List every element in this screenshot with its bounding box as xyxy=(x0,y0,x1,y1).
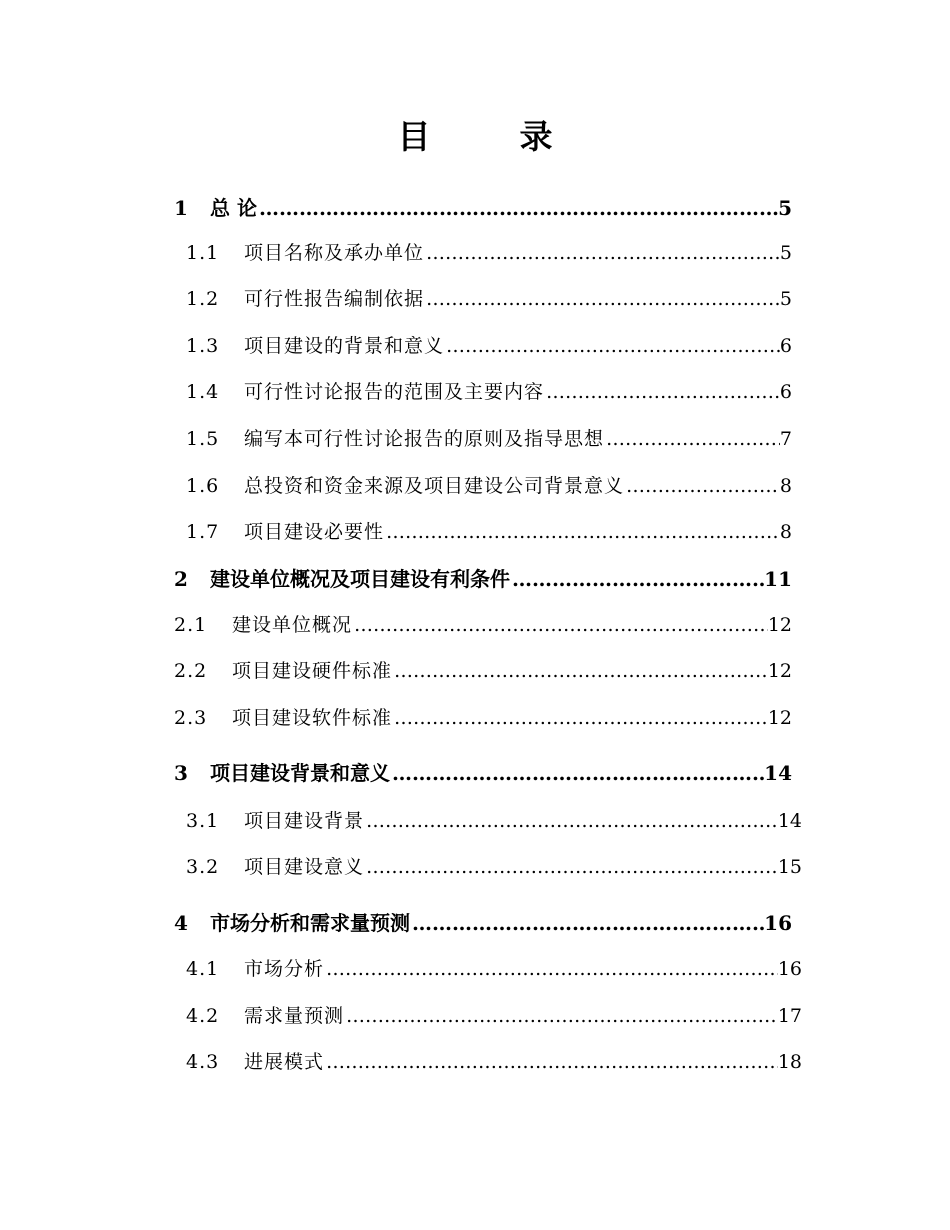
toc-section-entry[interactable] xyxy=(186,377,792,407)
toc-entry-number: 3 xyxy=(174,761,188,785)
toc-dot-leader xyxy=(344,1001,778,1031)
toc-section-entry[interactable] xyxy=(186,284,792,314)
toc-page-number: 8 xyxy=(779,475,792,497)
toc-entry-number: 1.7 xyxy=(186,521,220,543)
toc-title: 目 录 xyxy=(397,117,581,156)
toc-dot-leader xyxy=(624,471,780,501)
toc-entry-number: 2.2 xyxy=(174,660,208,682)
toc-entry-title: 可行性报告编制依据 xyxy=(244,288,425,310)
toc-section-entry[interactable] xyxy=(186,517,792,547)
toc-entry-title: 项目建设意义 xyxy=(244,856,365,878)
toc-section-entry[interactable] xyxy=(186,806,802,836)
toc-page-number: 16 xyxy=(777,958,802,980)
toc-entry-title: 项目建设背景 xyxy=(244,810,365,832)
toc-entry-number: 2.1 xyxy=(174,614,208,636)
toc-entry-title: 市场分析和需求量预测 xyxy=(210,911,410,935)
toc-entry-title: 项目建设的背景和意义 xyxy=(244,335,445,357)
toc-chapter-entry[interactable] xyxy=(174,564,792,594)
toc-dot-leader xyxy=(424,238,780,268)
toc-section-entry[interactable] xyxy=(186,471,792,501)
toc-page-number: 18 xyxy=(777,1051,802,1073)
toc-entry-number: 4.3 xyxy=(186,1051,220,1073)
toc-chapter-entry[interactable] xyxy=(174,758,792,788)
toc-entry-title: 市场分析 xyxy=(244,958,325,980)
toc-page-number: 8 xyxy=(779,521,792,543)
toc-entry-number: 2 xyxy=(174,567,188,591)
toc-entry-title: 进展模式 xyxy=(244,1051,325,1073)
toc-page-number: 5 xyxy=(779,288,792,310)
toc-page-number: 12 xyxy=(767,707,792,729)
toc-entry-number: 1.4 xyxy=(186,381,220,403)
toc-section-entry[interactable] xyxy=(186,1047,802,1077)
toc-section-entry[interactable] xyxy=(186,852,802,882)
toc-entry-number: 1.3 xyxy=(186,335,220,357)
toc-entry-number: 1.5 xyxy=(186,428,220,450)
toc-section-entry[interactable] xyxy=(186,424,792,454)
toc-entry-number: 4.1 xyxy=(186,958,220,980)
toc-entry-number: 4 xyxy=(174,911,188,935)
toc-section-entry[interactable] xyxy=(186,1001,802,1031)
toc-chapter-entry[interactable] xyxy=(174,908,792,938)
toc-entry-number: 1.6 xyxy=(186,475,220,497)
toc-entry-title: 建设单位概况 xyxy=(232,614,353,636)
toc-section-entry[interactable] xyxy=(174,703,792,733)
toc-page-number: 12 xyxy=(767,614,792,636)
toc-entry-title: 总 论 xyxy=(210,196,257,220)
toc-entry-number: 1.1 xyxy=(186,242,220,264)
toc-section-entry[interactable] xyxy=(186,238,792,268)
toc-entry-number: 1.2 xyxy=(186,288,220,310)
toc-dot-leader xyxy=(364,806,778,836)
toc-page-number: 5 xyxy=(779,242,792,264)
toc-page-number: 15 xyxy=(777,856,802,878)
toc-dot-leader xyxy=(444,331,780,361)
toc-entry-title: 项目名称及承办单位 xyxy=(244,242,425,264)
toc-section-entry[interactable] xyxy=(186,954,802,984)
toc-dot-leader xyxy=(424,284,780,314)
toc-dot-leader xyxy=(364,852,778,882)
toc-entry-number: 4.2 xyxy=(186,1005,220,1027)
toc-entry-title: 编写本可行性讨论报告的原则及指导思想 xyxy=(244,428,605,450)
toc-page-number: 14 xyxy=(764,761,792,785)
toc-chapter-entry[interactable] xyxy=(174,193,792,223)
toc-entry-title: 项目建设硬件标准 xyxy=(232,660,393,682)
toc-dot-leader xyxy=(324,1047,778,1077)
toc-page-number: 6 xyxy=(779,381,792,403)
toc-entry-title: 建设单位概况及项目建设有利条件 xyxy=(210,567,510,591)
toc-page-number: 17 xyxy=(777,1005,802,1027)
toc-dot-leader xyxy=(257,193,778,223)
toc-page-number: 7 xyxy=(779,428,792,450)
toc-dot-leader xyxy=(390,758,764,788)
toc-page-number: 14 xyxy=(777,810,802,832)
toc-entry-number: 2.3 xyxy=(174,707,208,729)
toc-entry-title: 项目建设必要性 xyxy=(244,521,385,543)
toc-dot-leader xyxy=(392,656,768,686)
toc-dot-leader xyxy=(392,703,768,733)
toc-dot-leader xyxy=(544,377,780,407)
toc-entry-title: 总投资和资金来源及项目建设公司背景意义 xyxy=(244,475,625,497)
toc-dot-leader xyxy=(510,564,764,594)
toc-page-number: 12 xyxy=(767,660,792,682)
toc-entry-title: 可行性讨论报告的范围及主要内容 xyxy=(244,381,545,403)
toc-entry-number: 3.1 xyxy=(186,810,220,832)
toc-page-number: 6 xyxy=(779,335,792,357)
toc-dot-leader xyxy=(324,954,778,984)
toc-entry-number: 1 xyxy=(174,196,188,220)
toc-section-entry[interactable] xyxy=(174,610,792,640)
toc-dot-leader xyxy=(410,908,764,938)
toc-entry-title: 需求量预测 xyxy=(244,1005,345,1027)
toc-entry-number: 3.2 xyxy=(186,856,220,878)
toc-entry-title: 项目建设背景和意义 xyxy=(210,761,390,785)
toc-page-number: 16 xyxy=(764,911,792,935)
toc-dot-leader xyxy=(604,424,780,454)
toc-dot-leader xyxy=(384,517,780,547)
toc-entry-title: 项目建设软件标准 xyxy=(232,707,393,729)
toc-page-number: 11 xyxy=(764,567,792,591)
toc-section-entry[interactable] xyxy=(186,331,792,361)
toc-section-entry[interactable] xyxy=(174,656,792,686)
toc-dot-leader xyxy=(352,610,768,640)
toc-page-number: 5 xyxy=(778,196,792,220)
